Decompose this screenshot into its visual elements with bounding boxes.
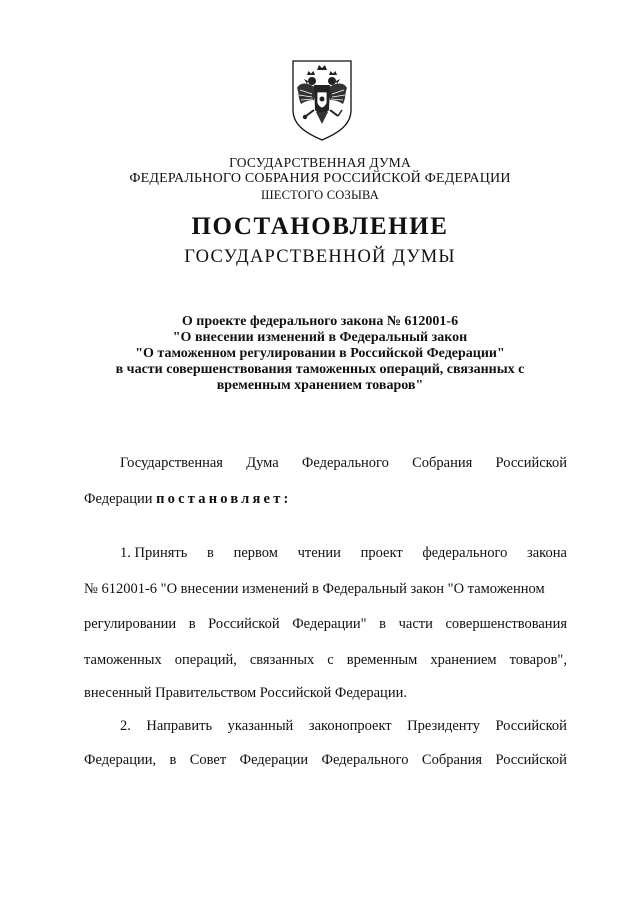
word: операций,	[174, 652, 237, 668]
word: Федерального	[321, 752, 409, 768]
subject-line: "О внесении изменений в Федеральный закон	[172, 330, 468, 345]
word: 2.	[120, 718, 131, 734]
word: части	[398, 616, 433, 632]
word: Направить	[146, 718, 213, 734]
text-line: внесенный Правительством Российской Федерации.	[84, 685, 407, 701]
word: первом	[233, 545, 278, 561]
double-headed-eagle-icon	[290, 58, 354, 142]
word: Российской	[495, 718, 567, 734]
word: Российской	[208, 616, 280, 632]
item-2-line-2	[84, 751, 567, 769]
word: в	[207, 545, 214, 561]
word: Собрания	[412, 455, 473, 471]
word: закона	[527, 545, 567, 561]
document-issuer: ГОСУДАРСТВЕННОЙ ДУМЫ	[184, 247, 456, 267]
preamble-line-2	[84, 490, 567, 508]
subject-line: "О таможенном регулировании в Российской Федерации"	[135, 346, 505, 361]
justified-line	[84, 651, 567, 669]
item-2-line-1	[84, 717, 567, 735]
word: Собрания	[421, 752, 483, 768]
word: Государственная	[120, 455, 223, 471]
word: Российской	[495, 455, 567, 471]
subject-line: временным хранением товаров"	[216, 378, 424, 393]
justified-line	[84, 751, 567, 769]
word: Федерального	[301, 455, 389, 471]
item-1-line-3	[84, 615, 567, 633]
item-1-line-4	[84, 651, 567, 669]
word: Президенту	[407, 718, 480, 734]
word: в	[169, 752, 177, 768]
word: 1. Принять	[120, 545, 188, 561]
item-1-line-2	[84, 580, 567, 598]
word: чтении	[297, 545, 341, 561]
word: указанный	[227, 718, 294, 734]
document-type-title: ПОСТАНОВЛЕНИЕ	[191, 213, 449, 240]
word: федерального	[422, 545, 508, 561]
item-1-line-1	[84, 544, 567, 562]
chamber-name: ГОСУДАРСТВЕННАЯ ДУМА	[229, 155, 411, 170]
word: Федерации"	[292, 616, 367, 632]
word: таможенных	[84, 652, 162, 668]
word: проект	[360, 545, 403, 561]
word: с	[327, 652, 334, 668]
word: товаров",	[509, 652, 567, 668]
word: связанных	[249, 652, 315, 668]
word: Федерации	[84, 491, 153, 507]
word: хранением	[430, 652, 497, 668]
word: совершенствования	[445, 616, 567, 632]
coat-of-arms-emblem	[290, 58, 354, 142]
word: регулировании	[84, 616, 177, 632]
word: Совет	[189, 752, 227, 768]
subject-line: в части совершенствования таможенных операций, связанных с	[115, 362, 525, 377]
item-1-line-5	[84, 684, 567, 702]
justified-line	[84, 717, 567, 735]
word: Дума	[246, 455, 279, 471]
text-line: № 612001-6 "О внесении изменений в Федеральный закон "О таможенном	[84, 581, 545, 597]
word: в	[379, 616, 387, 632]
preamble-continuation	[84, 490, 567, 508]
justified-line	[84, 615, 567, 633]
justified-line	[84, 544, 567, 562]
word: Федерации,	[84, 752, 157, 768]
document-subject	[100, 314, 540, 394]
subject-line: О проекте федерального закона № 612001-6	[181, 314, 459, 329]
parliament-name: ФЕДЕРАЛЬНОГО СОБРАНИЯ РОССИЙСКОЙ ФЕДЕРАЦИИ	[129, 171, 511, 186]
preamble-paragraph	[84, 454, 567, 472]
word: Федерации	[239, 752, 309, 768]
preamble-line-1	[84, 454, 567, 472]
word: Российской	[495, 752, 567, 768]
resolves-keyword: постановляет:	[156, 491, 292, 507]
word: временным	[346, 652, 418, 668]
word: в	[188, 616, 196, 632]
convocation: ШЕСТОГО СОЗЫВА	[260, 188, 380, 202]
word: законопроект	[308, 718, 392, 734]
